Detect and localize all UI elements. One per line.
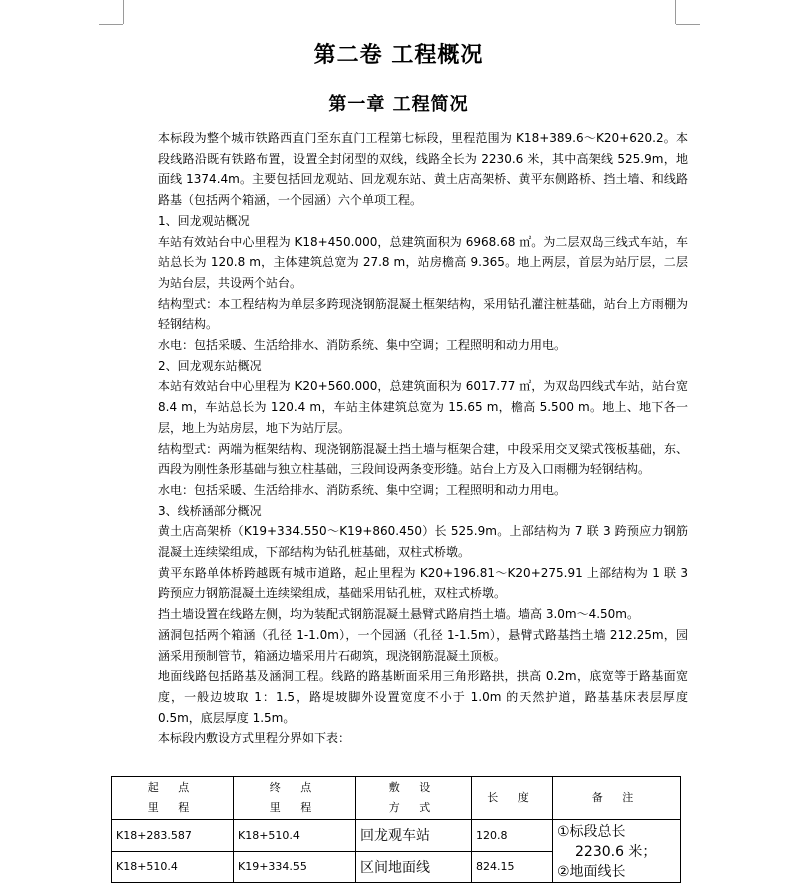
paragraph: 黄平东路单体桥跨越既有城市道路，起止里程为 K20+196.81～K20+275.91 上部结构为 1 联 3 跨预应力钢筋混凝土连续梁组成，基础采用钻孔桩，双柱式桥墩。 (158, 565, 688, 601)
paragraph: 结构型式：两端为框架结构、现浇钢筋混凝土挡土墙与框架合建，中段采用交叉梁式筏板基础，东、西段为刚性条形基础与独立柱基础，三段间设两条变形缝。站台上方及入口雨棚为轻钢结构。 (158, 441, 688, 477)
header-start: 起 点 里 程 (112, 777, 234, 820)
paragraph: 本站有效站台中心里程为 K20+560.000，总建筑面积为 6017.77 ㎡，为双岛四线式车站，站台宽 8.4 m，车站总长为 120.4 m，车站主体建筑总宽为 15.65 m，檐高 5.500 m。地上、地下各一层，地上为站房层，地下为站厅层。 (158, 379, 688, 435)
paragraph: 本标段内敷设方式里程分界如下表： (158, 731, 351, 746)
crop-mark-left-horizontal (99, 24, 123, 25)
crop-mark-left (123, 0, 124, 24)
paragraph: 水电：包括采暖、生活给排水、消防系统、集中空调；工程照明和动力用电。 (158, 338, 567, 353)
section-heading: 1、回龙观站概况 (158, 213, 250, 228)
section-heading: 2、回龙观东站概况 (158, 358, 262, 373)
header-length: 长 度 (472, 777, 553, 820)
header-note: 备 注 (553, 777, 681, 820)
table-row (112, 820, 681, 852)
section-heading: 3、线桥涵部分概况 (158, 503, 262, 518)
volume-title: 第二卷 工程概况 (313, 42, 484, 68)
cell-mode: 区间地面线 (356, 851, 472, 883)
paragraph: 水电：包括采暖、生活给排水、消防系统、集中空调；工程照明和动力用电。 (158, 482, 567, 497)
cell-length: 824.15 (472, 851, 553, 883)
cell-end: K19+334.55 (234, 851, 356, 883)
header-end: 终 点 里 程 (234, 777, 356, 820)
paragraph: 地面线路包括路基及涵洞工程。线路的路基断面采用三角形路拱，拱高 0.2m，底宽等于路基面宽度，一般边坡取 1：1.5，路堤坡脚外设置宽度不小于 1.0m 的天然护道，路基基床表层厚度 0.5m，底层厚度 1.5m。 (158, 669, 688, 725)
cell-end: K18+510.4 (234, 820, 356, 852)
paragraph: 挡土墙设置在线路左侧，均为装配式钢筋混凝土悬臂式路肩挡土墙。墙高 3.0m～4.50m。 (158, 607, 639, 622)
paragraph: 结构型式：本工程结构为单层多跨现浇钢筋混凝土框架结构，采用钻孔灌注桩基础，站台上方雨棚为轻钢结构。 (158, 296, 688, 332)
mileage-table (111, 776, 681, 883)
paragraph: 车站有效站台中心里程为 K18+450.000，总建筑面积为 6968.68 ㎡。为二层双岛三线式车站，车站总长为 120.8 m，主体建筑总宽为 27.8 m，站房檐高 9.365。地上两层，首层为站厅层，二层为站台层，共设两个站台。 (158, 234, 688, 290)
cell-start: K18+283.587 (112, 820, 234, 852)
paragraph: 黄土店高架桥（K19+334.550～K19+860.450）长 525.9m。上部结构为 7 联 3 跨预应力钢筋混凝土连续梁组成，下部结构为钻孔桩基础，双柱式桥墩。 (158, 524, 688, 560)
crop-mark-right (675, 0, 676, 24)
header-mode: 敷 设 方 式 (356, 777, 472, 820)
crop-mark-right-horizontal (676, 24, 700, 25)
paragraph: 涵洞包括两个箱涵（孔径 1-1.0m），一个园涵（孔径 1-1.5m），悬臂式路基挡土墙 212.25m，园涵采用预制管节，箱涵边墙采用片石砌筑，现浇钢筋混凝土顶板。 (158, 627, 688, 663)
cell-mode: 回龙观车站 (356, 820, 472, 852)
paragraph: 本标段为整个城市铁路西直门至东直门工程第七标段，里程范围为 K18+389.6～K20+620.2。本段线路沿既有铁路布置，设置全封闭型的双线，线路全长为 2230.6 米，其中高架线 525.9m，地面线 1374.4m。主要包括回龙观站、回龙观东站、黄土店高架桥、黄平东侧路桥、挡土墙、和线路路基（包括两个箱涵，一个园涵）六个单项工程。 (158, 131, 688, 208)
document-body (158, 128, 688, 749)
table-header-row (112, 777, 681, 820)
cell-start: K18+510.4 (112, 851, 234, 883)
cell-note: ①标段总长 2230.6 米； ②地面线长 (553, 820, 681, 883)
cell-length: 120.8 (472, 820, 553, 852)
chapter-title: 第一章 工程简况 (328, 94, 469, 115)
